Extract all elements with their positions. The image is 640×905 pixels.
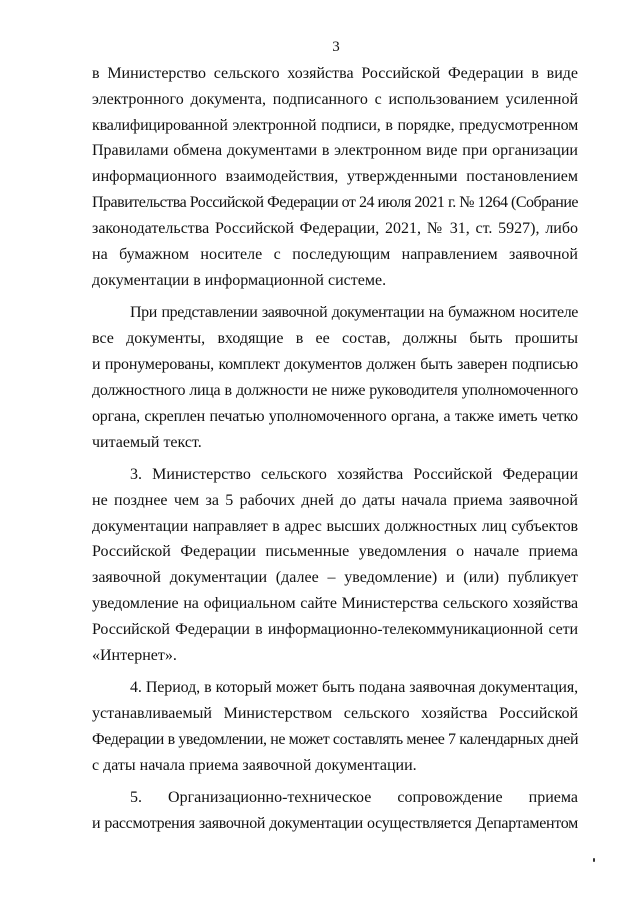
text-line: с даты начала приема заявочной документации. <box>92 757 417 774</box>
text-line: все документы, входящие в ее состав, должны быть прошиты <box>92 330 578 347</box>
text-line: и пронумерованы, комплект документов должен быть заверен подписью <box>92 356 578 373</box>
text-line: в Министерство сельского хозяйства Российской Федерации в виде <box>92 65 578 82</box>
text-line: должностного лица в должности не ниже руководителя уполномоченного <box>92 382 578 399</box>
text-line: информационного взаимодействия, утвержденными постановлением <box>92 168 578 185</box>
text-line: заявочной документации (далее – уведомление) и (или) публикует <box>92 569 578 586</box>
text-line: Российской Федерации письменные уведомления о начале приема <box>92 543 578 560</box>
text-line: электронного документа, подписанного с использованием усиленной <box>92 91 578 108</box>
text-line: квалифицированной электронной подписи, в порядке, предусмотренном <box>92 117 578 134</box>
text-line: Правительства Российской Федерации от 24 июля 2021 г. № 1264 (Собрание <box>92 194 578 211</box>
text-line: 4. Период, в который может быть подана заявочная документация, <box>130 679 578 696</box>
text-line: уведомление на официальном сайте Министерства сельского хозяйства <box>92 595 578 612</box>
text-line: Федерации в уведомлении, не может составлять менее 7 календарных дней <box>92 731 579 748</box>
text-line: 3. Министерство сельского хозяйства Российской Федерации <box>130 466 578 483</box>
page-number: 3 <box>332 39 340 55</box>
text-line: не позднее чем за 5 рабочих дней до даты начала приема заявочной <box>92 492 578 509</box>
text-line: на бумажном носителе с последующим направлением заявочной <box>92 246 578 263</box>
text-line: При представлении заявочной документации на бумажном носителе <box>130 304 578 321</box>
text-line: документации в информационной системе. <box>92 272 387 289</box>
scan-speck <box>593 858 595 862</box>
text-line: документации направляет в адрес высших должностных лиц субъектов <box>92 518 578 535</box>
text-line: читаемый текст. <box>92 434 202 451</box>
text-line: законодательства Российской Федерации, 2021, № 31, ст. 5927), либо <box>92 220 578 237</box>
text-line: и рассмотрения заявочной документации осуществляется Департаментом <box>92 815 578 832</box>
text-line: органа, скреплен печатью уполномоченного органа, а также иметь четко <box>92 408 578 425</box>
text-line: Правилами обмена документами в электронном виде при организации <box>92 142 578 159</box>
text-line: Российской Федерации в информационно-телекоммуникационной сети <box>92 621 578 638</box>
text-line: 5. Организационно-техническое сопровождение приема <box>130 789 578 806</box>
text-line: «Интернет». <box>92 647 177 664</box>
text-line: устанавливаемый Министерством сельского хозяйства Российской <box>92 705 578 722</box>
